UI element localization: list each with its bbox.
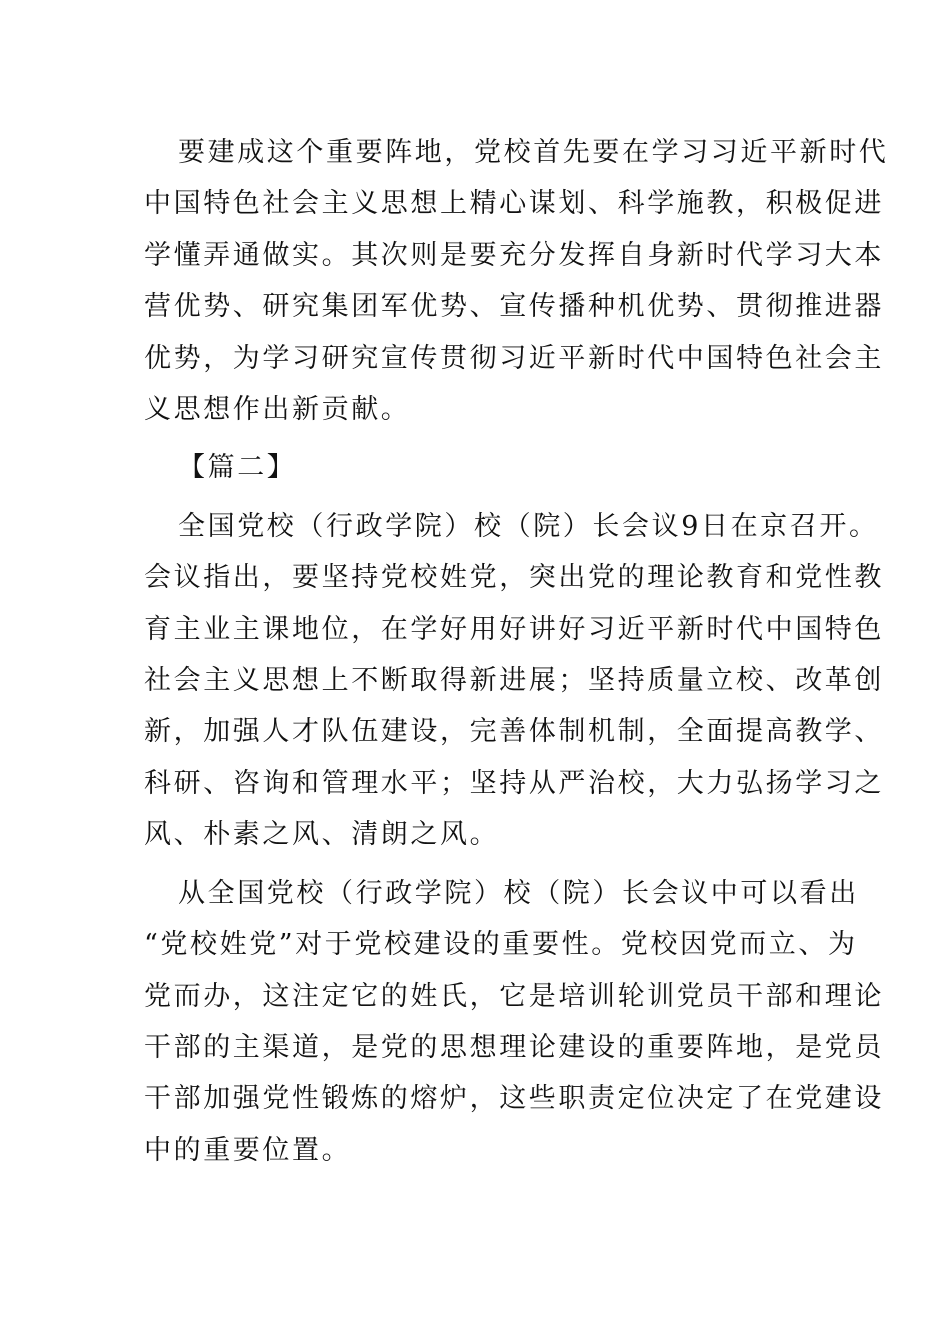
- text-line: “党校姓党”对于党校建设的重要性。党校因党而立、为: [144, 929, 858, 961]
- document-body: [144, 127, 889, 1176]
- text-line: 中国特色社会主义思想上精心谋划、科学施教，积极促进: [144, 188, 884, 220]
- paragraph-spacer: [144, 861, 804, 868]
- text-line: 育主业主课地位，在学好用好讲好习近平新时代中国特色: [144, 613, 884, 645]
- text-line: 干部加强党性锻炼的熔炉，这些职责定位决定了在党建设: [144, 1083, 884, 1115]
- text-line: 营优势、研究集团军优势、宣传播种机优势、贯彻推进器: [144, 291, 884, 323]
- text-line: 科研、咨询和管理水平；坚持从严治校，大力弘扬学习之: [144, 767, 884, 799]
- paragraph-spacer: [144, 494, 804, 501]
- text-line: 学懂弄通做实。其次则是要充分发挥自身新时代学习大本: [144, 239, 884, 271]
- text-line: 社会主义思想上不断取得新进展；坚持质量立校、改革创: [144, 665, 884, 697]
- section-heading-text: 【篇二】: [178, 452, 297, 484]
- paragraph-spacer: [144, 435, 804, 442]
- text-line: 要建成这个重要阵地，党校首先要在学习习近平新时代: [178, 137, 889, 168]
- text-line: 全国党校（行政学院）校（院）长会议9日在京召开。: [178, 510, 879, 542]
- text-line: 会议指出，要坚持党校姓党，突出党的理论教育和党性教: [144, 562, 884, 594]
- paragraph: [144, 501, 884, 861]
- text-line: 义思想作出新贡献。: [144, 394, 411, 426]
- text-line: 干部的主渠道，是党的思想理论建设的重要阵地，是党员: [144, 1031, 884, 1063]
- paragraph: [144, 127, 889, 435]
- text-line: 优势，为学习研究宣传贯彻习近平新时代中国特色社会主: [144, 342, 884, 374]
- text-line: 风、朴素之风、清朗之风。: [144, 819, 500, 851]
- text-line: 党而办，这注定它的姓氏，它是培训轮训党员干部和理论: [144, 980, 884, 1012]
- paragraph: [144, 868, 884, 1176]
- text-line: 中的重要位置。: [144, 1134, 352, 1166]
- text-line: 从全国党校（行政学院）校（院）长会议中可以看出: [178, 877, 859, 909]
- text-line: 新，加强人才队伍建设，完善体制机制，全面提高教学、: [144, 716, 884, 748]
- section-heading: [144, 442, 804, 493]
